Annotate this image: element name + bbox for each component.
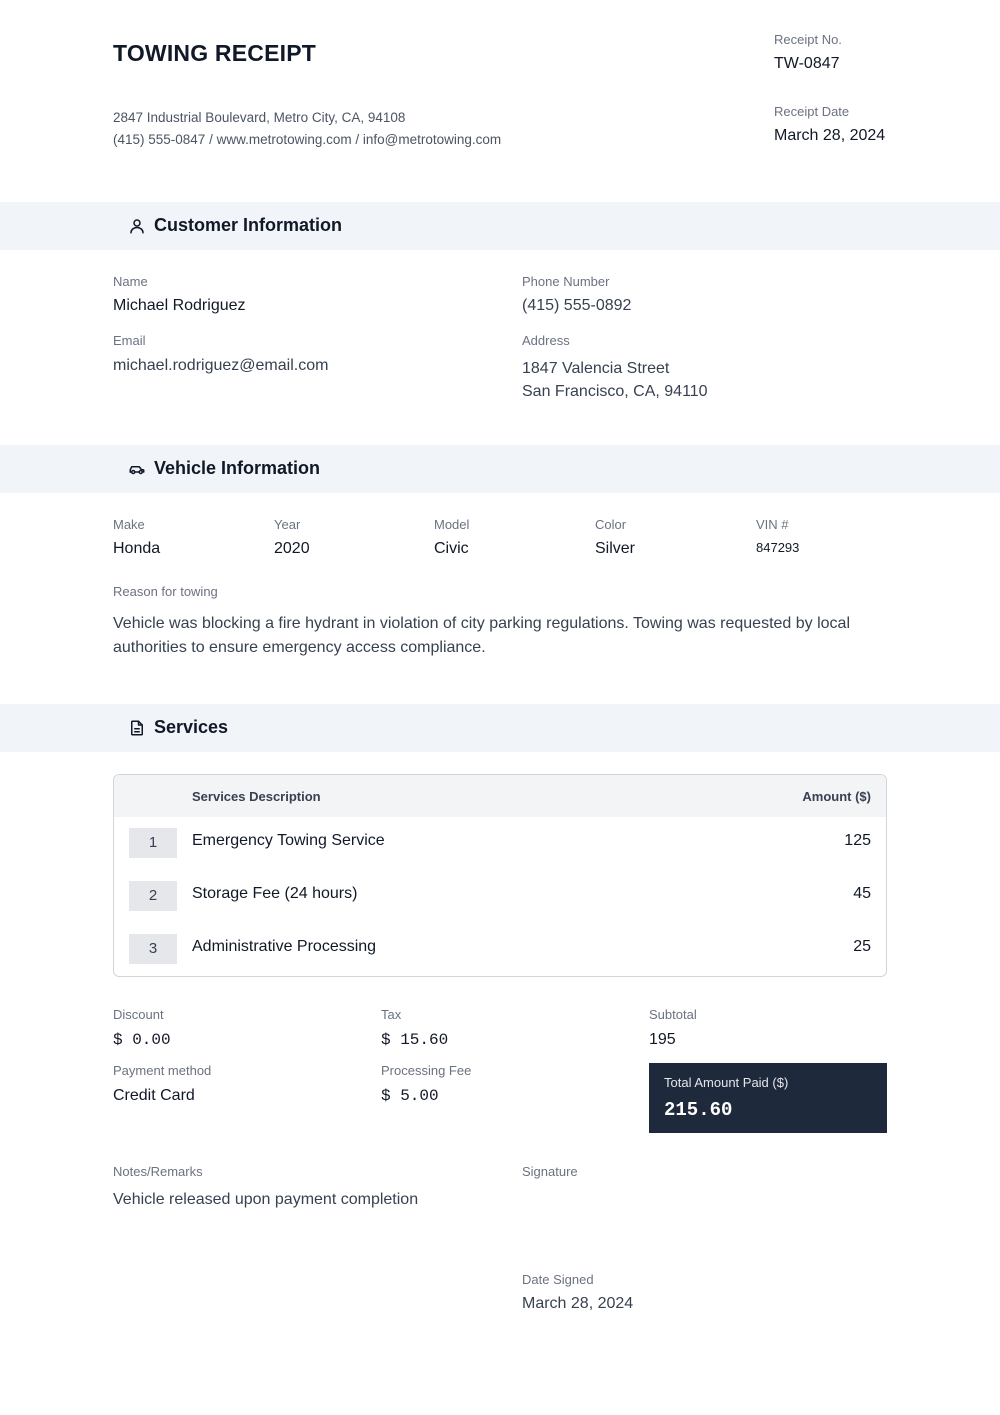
customer-name-value: Michael Rodriguez [113,297,246,314]
receipt-no-value: TW-0847 [774,55,840,72]
row-description: Emergency Towing Service [192,832,385,849]
car-icon [128,460,146,478]
total-amount-value: 215.60 [664,1099,733,1121]
services-section-header [0,704,1000,752]
subtotal-label: Subtotal [649,1007,697,1022]
row-number: 2 [129,881,177,911]
notes-value: Vehicle released upon payment completion [113,1191,419,1208]
discount-value: $ 0.00 [113,1031,171,1049]
company-contact [113,107,501,151]
total-amount-box [649,1063,887,1133]
services-table-header [114,775,886,817]
receipt-no-label: Receipt No. [774,32,842,47]
receipt-date-value: March 28, 2024 [774,127,886,144]
subtotal-value: 195 [649,1031,676,1048]
customer-section-title: Customer Information [154,215,343,235]
total-amount-label: Total Amount Paid ($) [664,1075,789,1090]
signature-area [522,1186,822,1266]
row-amount: 125 [844,832,871,849]
vehicle-model-value: Civic [434,540,469,557]
vehicle-model-label: Model [434,517,470,532]
services-section-title: Services [154,717,229,737]
notes-label: Notes/Remarks [113,1164,203,1179]
towing-reason-line2: authorities to ensure emergency access compliance. [113,639,486,656]
customer-section-header [0,202,1000,250]
towing-reason-line1: Vehicle was blocking a fire hydrant in violation of city parking regulations. Towing was requested by local [113,615,850,632]
vehicle-year-value: 2020 [274,540,310,557]
services-col-description: Services Description [192,789,321,804]
row-number: 1 [129,828,177,858]
customer-address-value [522,357,708,403]
customer-phone-label: Phone Number [522,274,610,289]
row-amount: 45 [853,885,871,902]
customer-name-label: Name [113,274,148,289]
vehicle-color-value: Silver [595,540,636,557]
vehicle-year-label: Year [274,517,301,532]
company-phone-web-email: (415) 555-0847 / www.metrotowing.com / info@metrotowing.com [113,132,502,147]
date-signed-value: March 28, 2024 [522,1295,634,1312]
receipt-date-label: Receipt Date [774,104,850,119]
customer-phone-value: (415) 555-0892 [522,297,632,314]
vehicle-section-header [0,445,1000,493]
date-signed-label: Date Signed [522,1272,594,1287]
towing-reason-text [113,612,913,660]
customer-email-value: michael.rodriguez@email.com [113,357,329,374]
vehicle-section-title: Vehicle Information [154,458,321,478]
row-amount: 25 [853,938,871,955]
payment-method-label: Payment method [113,1063,212,1078]
customer-address-line1: 1847 Valencia Street [522,360,670,377]
services-table [113,774,887,977]
row-description: Administrative Processing [192,938,377,955]
towing-reason-label: Reason for towing [113,584,218,599]
vehicle-vin-value: 847293 [756,540,800,555]
processing-fee-value: $ 5.00 [381,1087,439,1105]
customer-address-line2: San Francisco, CA, 94110 [522,383,708,400]
receipt-title: TOWING RECEIPT [113,40,316,66]
document-icon [128,719,146,737]
company-address: 2847 Industrial Boulevard, Metro City, CA, 94108 [113,110,406,125]
payment-method-value: Credit Card [113,1087,195,1104]
table-row [114,881,886,921]
vehicle-color-label: Color [595,517,627,532]
table-row [114,934,886,974]
vehicle-vin-label: VIN # [756,517,789,532]
tax-label: Tax [381,1007,402,1022]
tax-value: $ 15.60 [381,1031,449,1049]
customer-email-label: Email [113,333,146,348]
vehicle-make-value: Honda [113,540,161,557]
signature-label: Signature [522,1164,578,1179]
row-description: Storage Fee (24 hours) [192,885,358,902]
discount-label: Discount [113,1007,164,1022]
table-row [114,828,886,868]
services-col-amount: Amount ($) [802,789,871,804]
user-icon [128,217,146,235]
processing-fee-label: Processing Fee [381,1063,472,1078]
customer-address-label: Address [522,333,570,348]
vehicle-make-label: Make [113,517,145,532]
row-number: 3 [129,934,177,964]
